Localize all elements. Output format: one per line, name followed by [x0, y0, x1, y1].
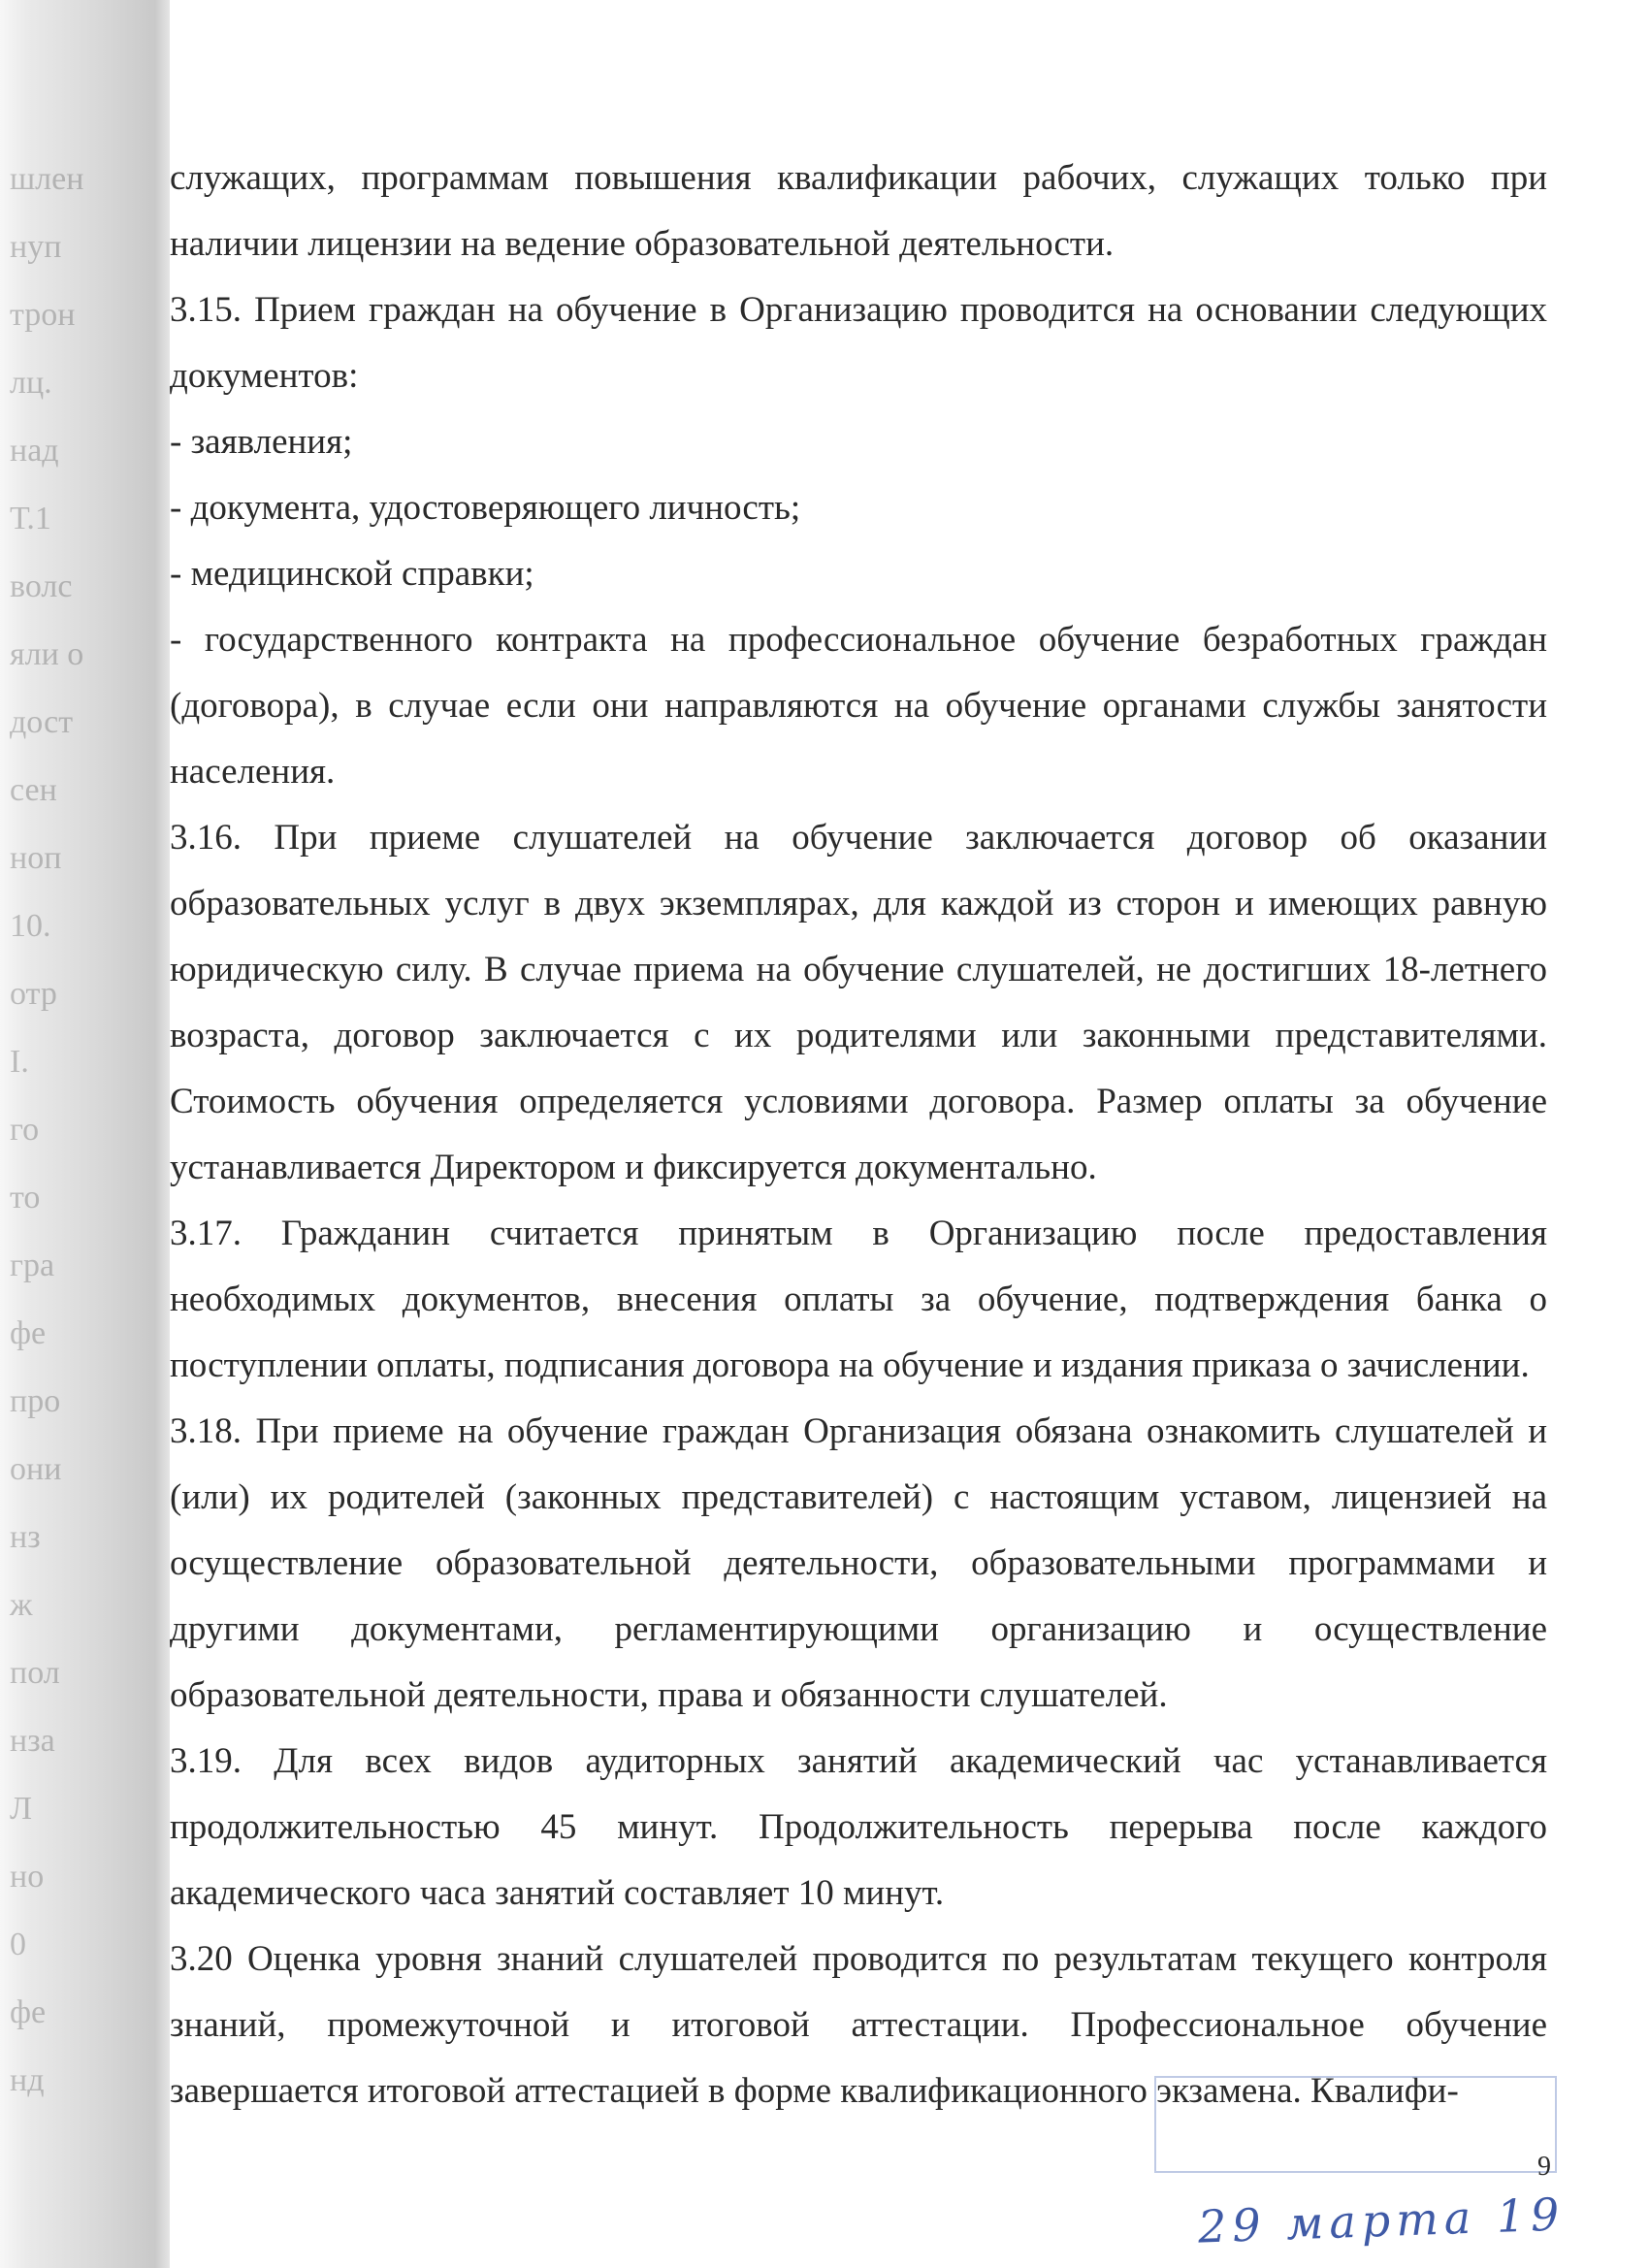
paragraph-3-16: 3.16. При приеме слушателей на обучение заключается договор об оказании образовательных услуг в двух экземплярах, для каждой из сторон и имеющих равную юридическую силу. В случае приема на обучение слушателей, не достигших 18-летнего возраста, договор заключается с их родителями или законными представителями. Стоимость обучения определяется условиями договора. Размер оплаты за обучение устанавливается Директором и фиксируется документально. [170, 818, 1547, 1187]
list-item-medical-certificate: - медицинской справки; [170, 554, 534, 594]
paragraph-3-18: 3.18. При приеме на обучение граждан Организация обязана ознакомить слушателей и (или) их родителей (законных представителей) с настоящим уставом, лицензией на осуществление образовательной деятельности, образовательными программами и другими документами, регламентирующими организацию и осуществление образовательной деятельности, права и обязанности слушателей. [170, 1411, 1547, 1715]
list-item-application: - заявления; [170, 422, 353, 462]
faded-stamp [1154, 2076, 1557, 2173]
document-body [170, 146, 1547, 2124]
paragraph-3-15: 3.15. Прием граждан на обучение в Организацию проводится на основании следующих документов: [170, 290, 1547, 396]
paragraph-3-17: 3.17. Гражданин считается принятым в Организацию после предоставления необходимых документов, внесения оплаты за обучение, подтверждения банка о поступлении оплаты, подписания договора на обучение и издания приказа о зачислении. [170, 1214, 1547, 1385]
list-item-state-contract: - государственного контракта на профессиональное обучение безработных граждан (договора), в случае если они направляются на обучение органами службы занятости населения. [170, 620, 1547, 792]
list-item-identity-document: - документа, удостоверяющего личность; [170, 488, 801, 528]
paragraph-3-19: 3.19. Для всех видов аудиторных занятий академический час устанавливается продолжительностью 45 минут. Продолжительность перерыва после каждого академического часа занятий составляет 10 минут. [170, 1741, 1547, 1913]
paragraph-3-20: 3.20 Оценка уровня знаний слушателей проводится по результатам текущего контроля знаний, промежуточной и итоговой аттестации. Профессиональное обучение завершается итоговой аттестацией в форме квалификационного экзамена. Квалифи- [170, 1939, 1547, 2111]
handwritten-date: 29 марта 19 [1197, 2187, 1567, 2253]
page-number: 9 [1537, 2152, 1551, 2182]
previous-page-bleed-through: шлен нуп трон лц. над Т.1 волс яли о дост сен ноп 10. отр I. го то гра фе про они нз ж пол нза Л но 0 фе нд [10, 161, 84, 2098]
paragraph-continuation: служащих, программам повышения квалификации рабочих, служащих только при наличии лицензии на ведение образовательной деятельности. [170, 158, 1547, 264]
